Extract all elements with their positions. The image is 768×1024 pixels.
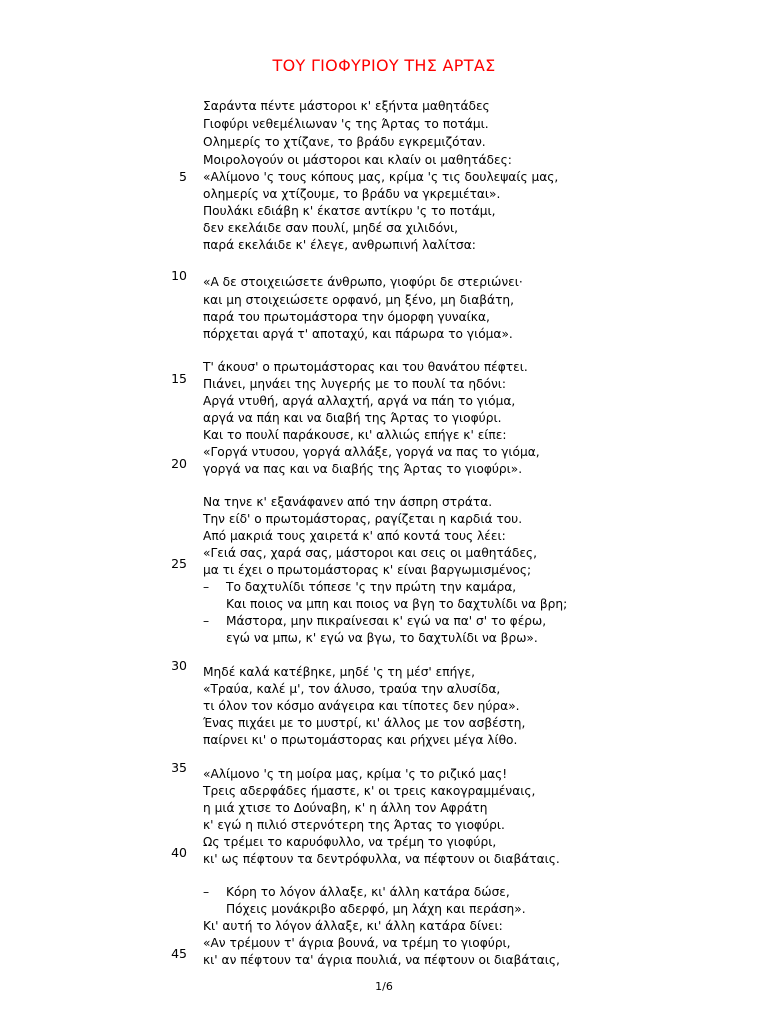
dialogue-dash: – xyxy=(203,885,210,899)
poem-line: «Γοργά ντυσου, γοργά αλλάξε, γοργά να πας το γιόμα, xyxy=(203,445,540,459)
poem-line: Τρεις αδερφάδες ήμαστε, κ' οι τρεις κακογραμμέναις, xyxy=(203,784,536,798)
line-number: 25 xyxy=(171,556,187,571)
poem-line: Την είδ' ο πρωτομάστορας, ραγίζεται η καρδιά του. xyxy=(203,512,523,526)
poem-line: Κι' αυτή το λόγον άλλαξε, κι' άλλη κατάρα δίνει: xyxy=(203,919,503,933)
poem-line: εγώ να μπω, κ' εγώ να βγω, το δαχτυλίδι να βρω». xyxy=(226,631,538,645)
poem-line: Πόχεις μονάκριβο αδερφό, μη λάχη και περάση». xyxy=(226,902,526,916)
poem-line: δεν εκελάιδε σαν πουλί, μηδέ σα χιλιδόνι, xyxy=(203,221,458,235)
dialogue-dash: – xyxy=(203,580,210,594)
poem-line: «Αν τρέμουν τ' άγρια βουνά, να τρέμη το γιοφύρι, xyxy=(203,936,511,950)
poem-line: Το δαχτυλίδι τόπεσε 'ς την πρώτη την καμάρα, xyxy=(226,580,517,594)
poem-line: παρά εκελάιδε κ' έλεγε, ανθρωπινή λαλίτσα: xyxy=(203,238,476,252)
poem-line: «Γειά σας, χαρά σας, μάστοροι και σεις οι μαθητάδες, xyxy=(203,546,537,560)
poem-line: Από μακριά τους χαιρετά κ' από κοντά τους λέει: xyxy=(203,529,506,543)
poem-line: Να τηνε κ' εξανάφανεν από την άσπρη στράτα. xyxy=(203,495,493,509)
poem-line: Πουλάκι εδιάβη κ' έκατσε αντίκρυ 'ς το ποτάμι, xyxy=(203,204,496,218)
poem-line: Και ποιος να μπη και ποιος να βγη το δαχτυλίδι να βρη; xyxy=(226,597,568,611)
poem-line: παρά του πρωτομάστορα την όμορφη γυναίκα, xyxy=(203,310,490,324)
line-number: 20 xyxy=(171,456,187,471)
poem-title: ΤΟΥ ΓΙΟΦΥΡΙΟΥ ΤΗΣ ΑΡΤΑΣ xyxy=(272,56,496,75)
line-number: 15 xyxy=(171,371,187,386)
line-number: 40 xyxy=(171,845,187,860)
line-number: 30 xyxy=(171,658,187,673)
poem-line: Ένας πιχάει με το μυστρί, κι' άλλος με τον ασβέστη, xyxy=(203,716,526,730)
poem-line: «Τραύα, καλέ μ', τον άλυσο, τραύα την αλυσίδα, xyxy=(203,682,501,696)
poem-line: κι' ως πέφτουν τα δεντρόφυλλα, να πέφτουν οι διαβάταις. xyxy=(203,852,560,866)
dialogue-dash: – xyxy=(203,614,210,628)
poem-line: τι όλον τον κόσμο ανάγειρα και τίποτες δεν ηύρα». xyxy=(203,699,520,713)
line-number: 10 xyxy=(171,268,187,283)
poem-line: Κόρη το λόγον άλλαξε, κι' άλλη κατάρα δώσε, xyxy=(226,885,510,899)
poem-line: «Αλίμονο 'ς τους κόπους μας, κρίμα 'ς τις δουλεψαίς μας, xyxy=(203,170,559,184)
poem-line: Μάστορα, μην πικραίνεσαι κ' εγώ να πα' σ' το φέρω, xyxy=(226,614,547,628)
page-number: 1/6 xyxy=(375,980,393,993)
line-number: 45 xyxy=(171,946,187,961)
poem-line: παίρνει κι' ο πρωτομάστορας και ρήχνει μέγα λίθο. xyxy=(203,733,518,747)
poem-line: Αργά ντυθή, αργά αλλαχτή, αργά να πάη το γιόμα, xyxy=(203,394,516,408)
poem-line: Ως τρέμει το καρυόφυλλο, να τρέμη το γιοφύρι, xyxy=(203,835,497,849)
poem-line: Πιάνει, μηνάει της λυγερής με το πουλί τα ηδόνι: xyxy=(203,377,506,391)
poem-line: «Αλίμονο 'ς τη μοίρα μας, κρίμα 'ς το ριζικό μας! xyxy=(203,767,508,781)
poem-line: Γιοφύρι νεθεμέλιωναν 'ς της Άρτας το ποτάμι. xyxy=(203,117,489,131)
line-number: 35 xyxy=(171,760,187,775)
poem-line: γοργά να πας και να διαβής της Άρτας το γιοφύρι». xyxy=(203,462,523,476)
poem-line: και μη στοιχειώσετε ορφανό, μη ξένο, μη διαβάτη, xyxy=(203,293,515,307)
poem-line: Ολημερίς το χτίζανε, το βράδυ εγκρεμιζόταν. xyxy=(203,135,486,149)
poem-line: Και το πουλί παράκουσε, κι' αλλιώς επήγε κ' είπε: xyxy=(203,428,507,442)
poem-line: η μιά χτισε το Δούναβη, κ' η άλλη τον Αφράτη xyxy=(203,801,488,815)
poem-line: Μηδέ καλά κατέβηκε, μηδέ 'ς τη μέσ' επήγε, xyxy=(203,665,475,679)
line-number: 5 xyxy=(179,169,187,184)
poem-line: κι' αν πέφτουν τα' άγρια πουλιά, να πέφτουν οι διαβάταις, xyxy=(203,953,560,967)
poem-line: ολημερίς να χτίζουμε, το βράδυ να γκρεμιέται». xyxy=(203,187,501,201)
poem-line: μα τι έχει ο πρωτομάστορας κ' είναι βαργωμισμένος; xyxy=(203,563,532,577)
poem-line: πόρχεται αργά τ' αποταχύ, και πάρωρα το γιόμα». xyxy=(203,327,513,341)
poem-line: «Α δε στοιχειώσετε άνθρωπο, γιοφύρι δε στεριώνει· xyxy=(203,275,523,289)
poem-line: κ' εγώ η πιλιό στερνότερη της Άρτας το γιοφύρι. xyxy=(203,818,505,832)
poem-line: Σαράντα πέντε μάστοροι κ' εξήντα μαθητάδες xyxy=(203,99,490,113)
poem-line: Μοιρολογούν οι μάστοροι και κλαίν οι μαθητάδες: xyxy=(203,153,512,167)
poem-line: αργά να πάη και να διαβή της Άρτας το γιοφύρι. xyxy=(203,411,502,425)
poem-line: Τ' άκουσ' ο πρωτομάστορας και του θανάτου πέφτει. xyxy=(203,360,528,374)
